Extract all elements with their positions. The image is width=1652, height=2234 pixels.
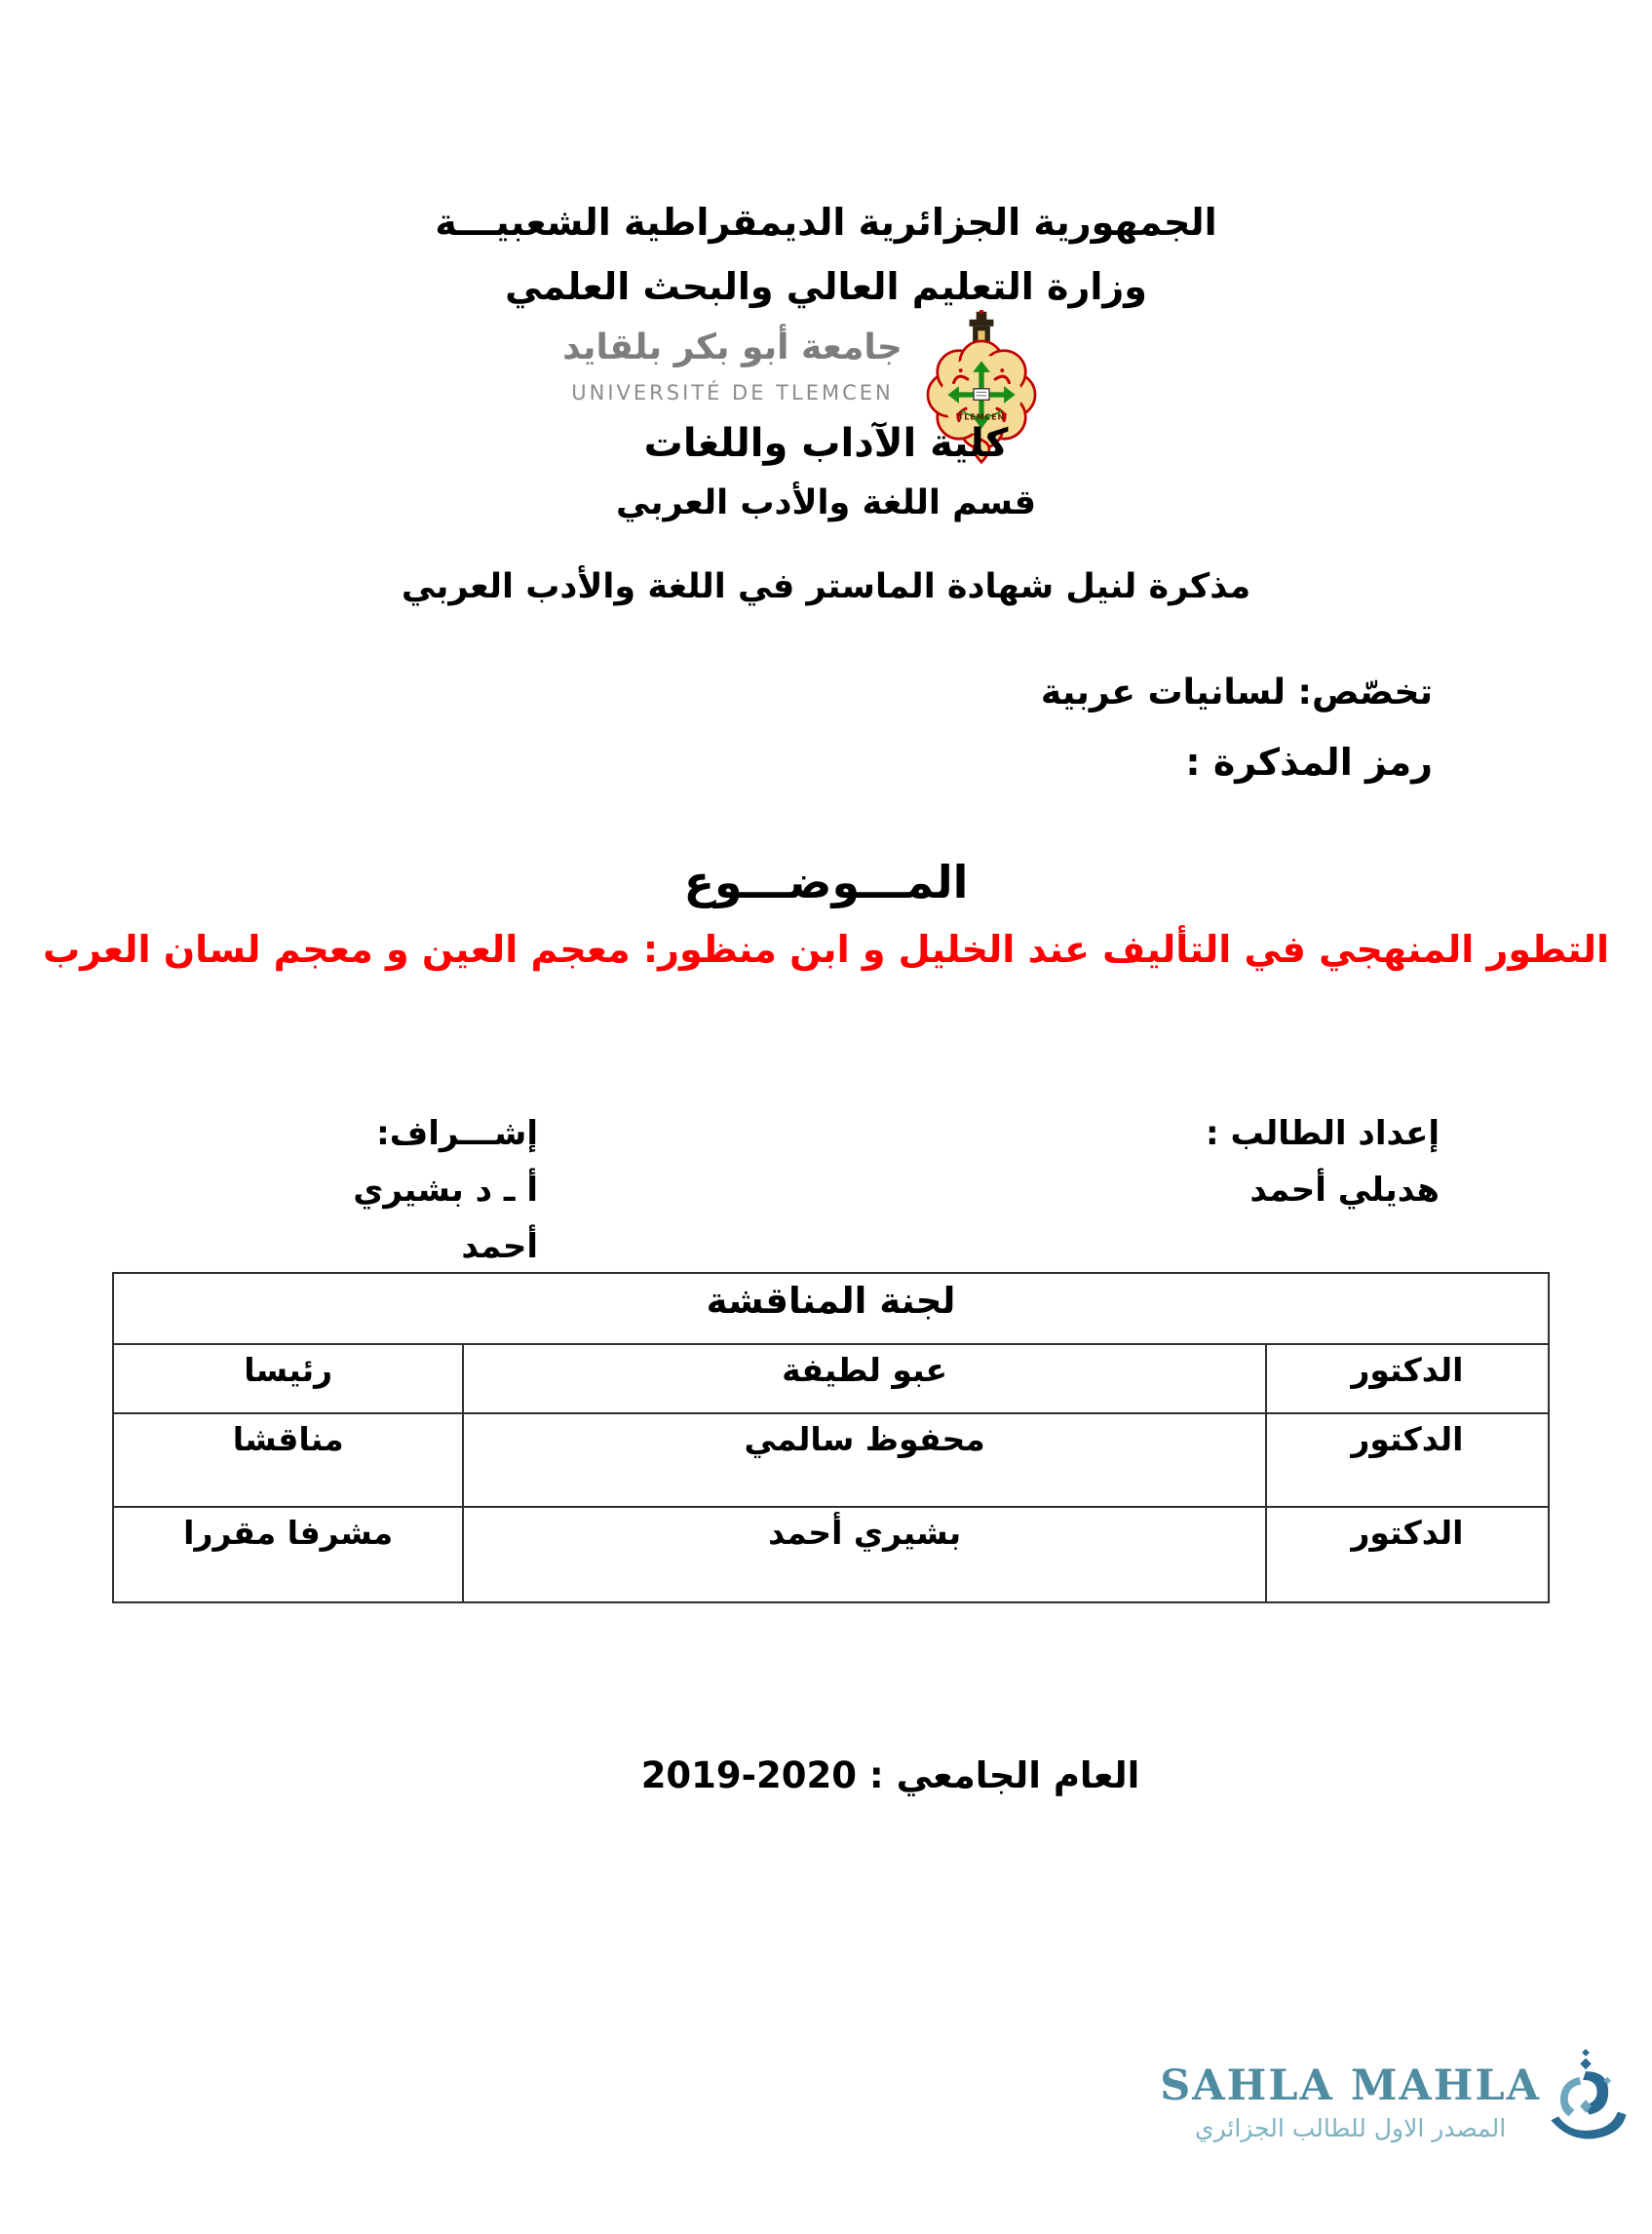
- member-name: عبو لطيفة: [463, 1344, 1265, 1413]
- member-role: مناقشا: [113, 1413, 463, 1507]
- ministry-line: وزارة التعليم العالي والبحث العلمي: [505, 265, 1147, 308]
- student-block: [1206, 1105, 1440, 1218]
- member-name: محفوظ سالمي: [463, 1413, 1265, 1507]
- supervisor-name: أ ـ د بشيري أحمد: [353, 1171, 538, 1266]
- memo-code-line: رمز المذكرة :: [1185, 741, 1433, 784]
- committee-row: [113, 1344, 1549, 1413]
- faculty-line: كلية الآداب واللغات: [643, 421, 1009, 466]
- sahla-mahla-logo: [1160, 2049, 1629, 2154]
- committee-title: لجنة المناقشة: [113, 1273, 1549, 1344]
- university-french-name: UNIVERSITÉ DE TLEMCEN: [571, 381, 894, 404]
- sahla-mahla-text-block: [1160, 2061, 1541, 2142]
- committee-row: [113, 1413, 1549, 1507]
- sahla-mahla-emblem-icon: [1543, 2049, 1629, 2154]
- committee-header-row: [113, 1273, 1549, 1344]
- emblem-city-text: TLEMCEN: [957, 412, 1005, 422]
- university-arabic-name: جامعة أبو بكر بلقايد: [562, 327, 903, 367]
- member-grade: الدكتور: [1266, 1507, 1549, 1602]
- thesis-title: التطور المنهجي في التأليف عند الخليل و ابن منظور: معجم العين و معجم لسان العرب: [42, 928, 1610, 971]
- member-role: رئيسا: [113, 1344, 463, 1413]
- academic-year-line: [0, 1754, 1652, 1796]
- member-role: مشرفا مقررا: [113, 1507, 463, 1602]
- member-grade: الدكتور: [1266, 1413, 1549, 1507]
- member-grade: الدكتور: [1266, 1344, 1549, 1413]
- student-name: هديلي أحمد: [1249, 1171, 1440, 1210]
- committee-table: [112, 1272, 1550, 1603]
- republic-line: الجمهورية الجزائرية الديمقراطية الشعبيـــة: [435, 201, 1217, 244]
- sahla-mahla-wordmark: SAHLA MAHLA: [1160, 2061, 1541, 2110]
- academic-year-text: العام الجامعي : 2020-2019: [640, 1754, 1140, 1796]
- supervisor-block: [322, 1105, 538, 1275]
- subject-heading: المـــوضـــوع: [683, 856, 969, 908]
- member-name: بشيري أحمد: [463, 1507, 1265, 1602]
- supervisor-label: إشـــراف:: [376, 1114, 538, 1153]
- thesis-degree-line: مذكرة لنيل شهادة الماستر في اللغة والأدب العربي: [401, 567, 1251, 606]
- department-line: قسم اللغة والأدب العربي: [615, 483, 1037, 522]
- specialty-line: تخصّص: لسانيات عربية: [1040, 673, 1433, 713]
- student-label: إعداد الطالب :: [1206, 1114, 1440, 1153]
- committee-row: [113, 1507, 1549, 1602]
- university-name-block: [562, 310, 903, 404]
- sahla-mahla-tagline: المصدر الاول للطالب الجزائري: [1195, 2113, 1507, 2142]
